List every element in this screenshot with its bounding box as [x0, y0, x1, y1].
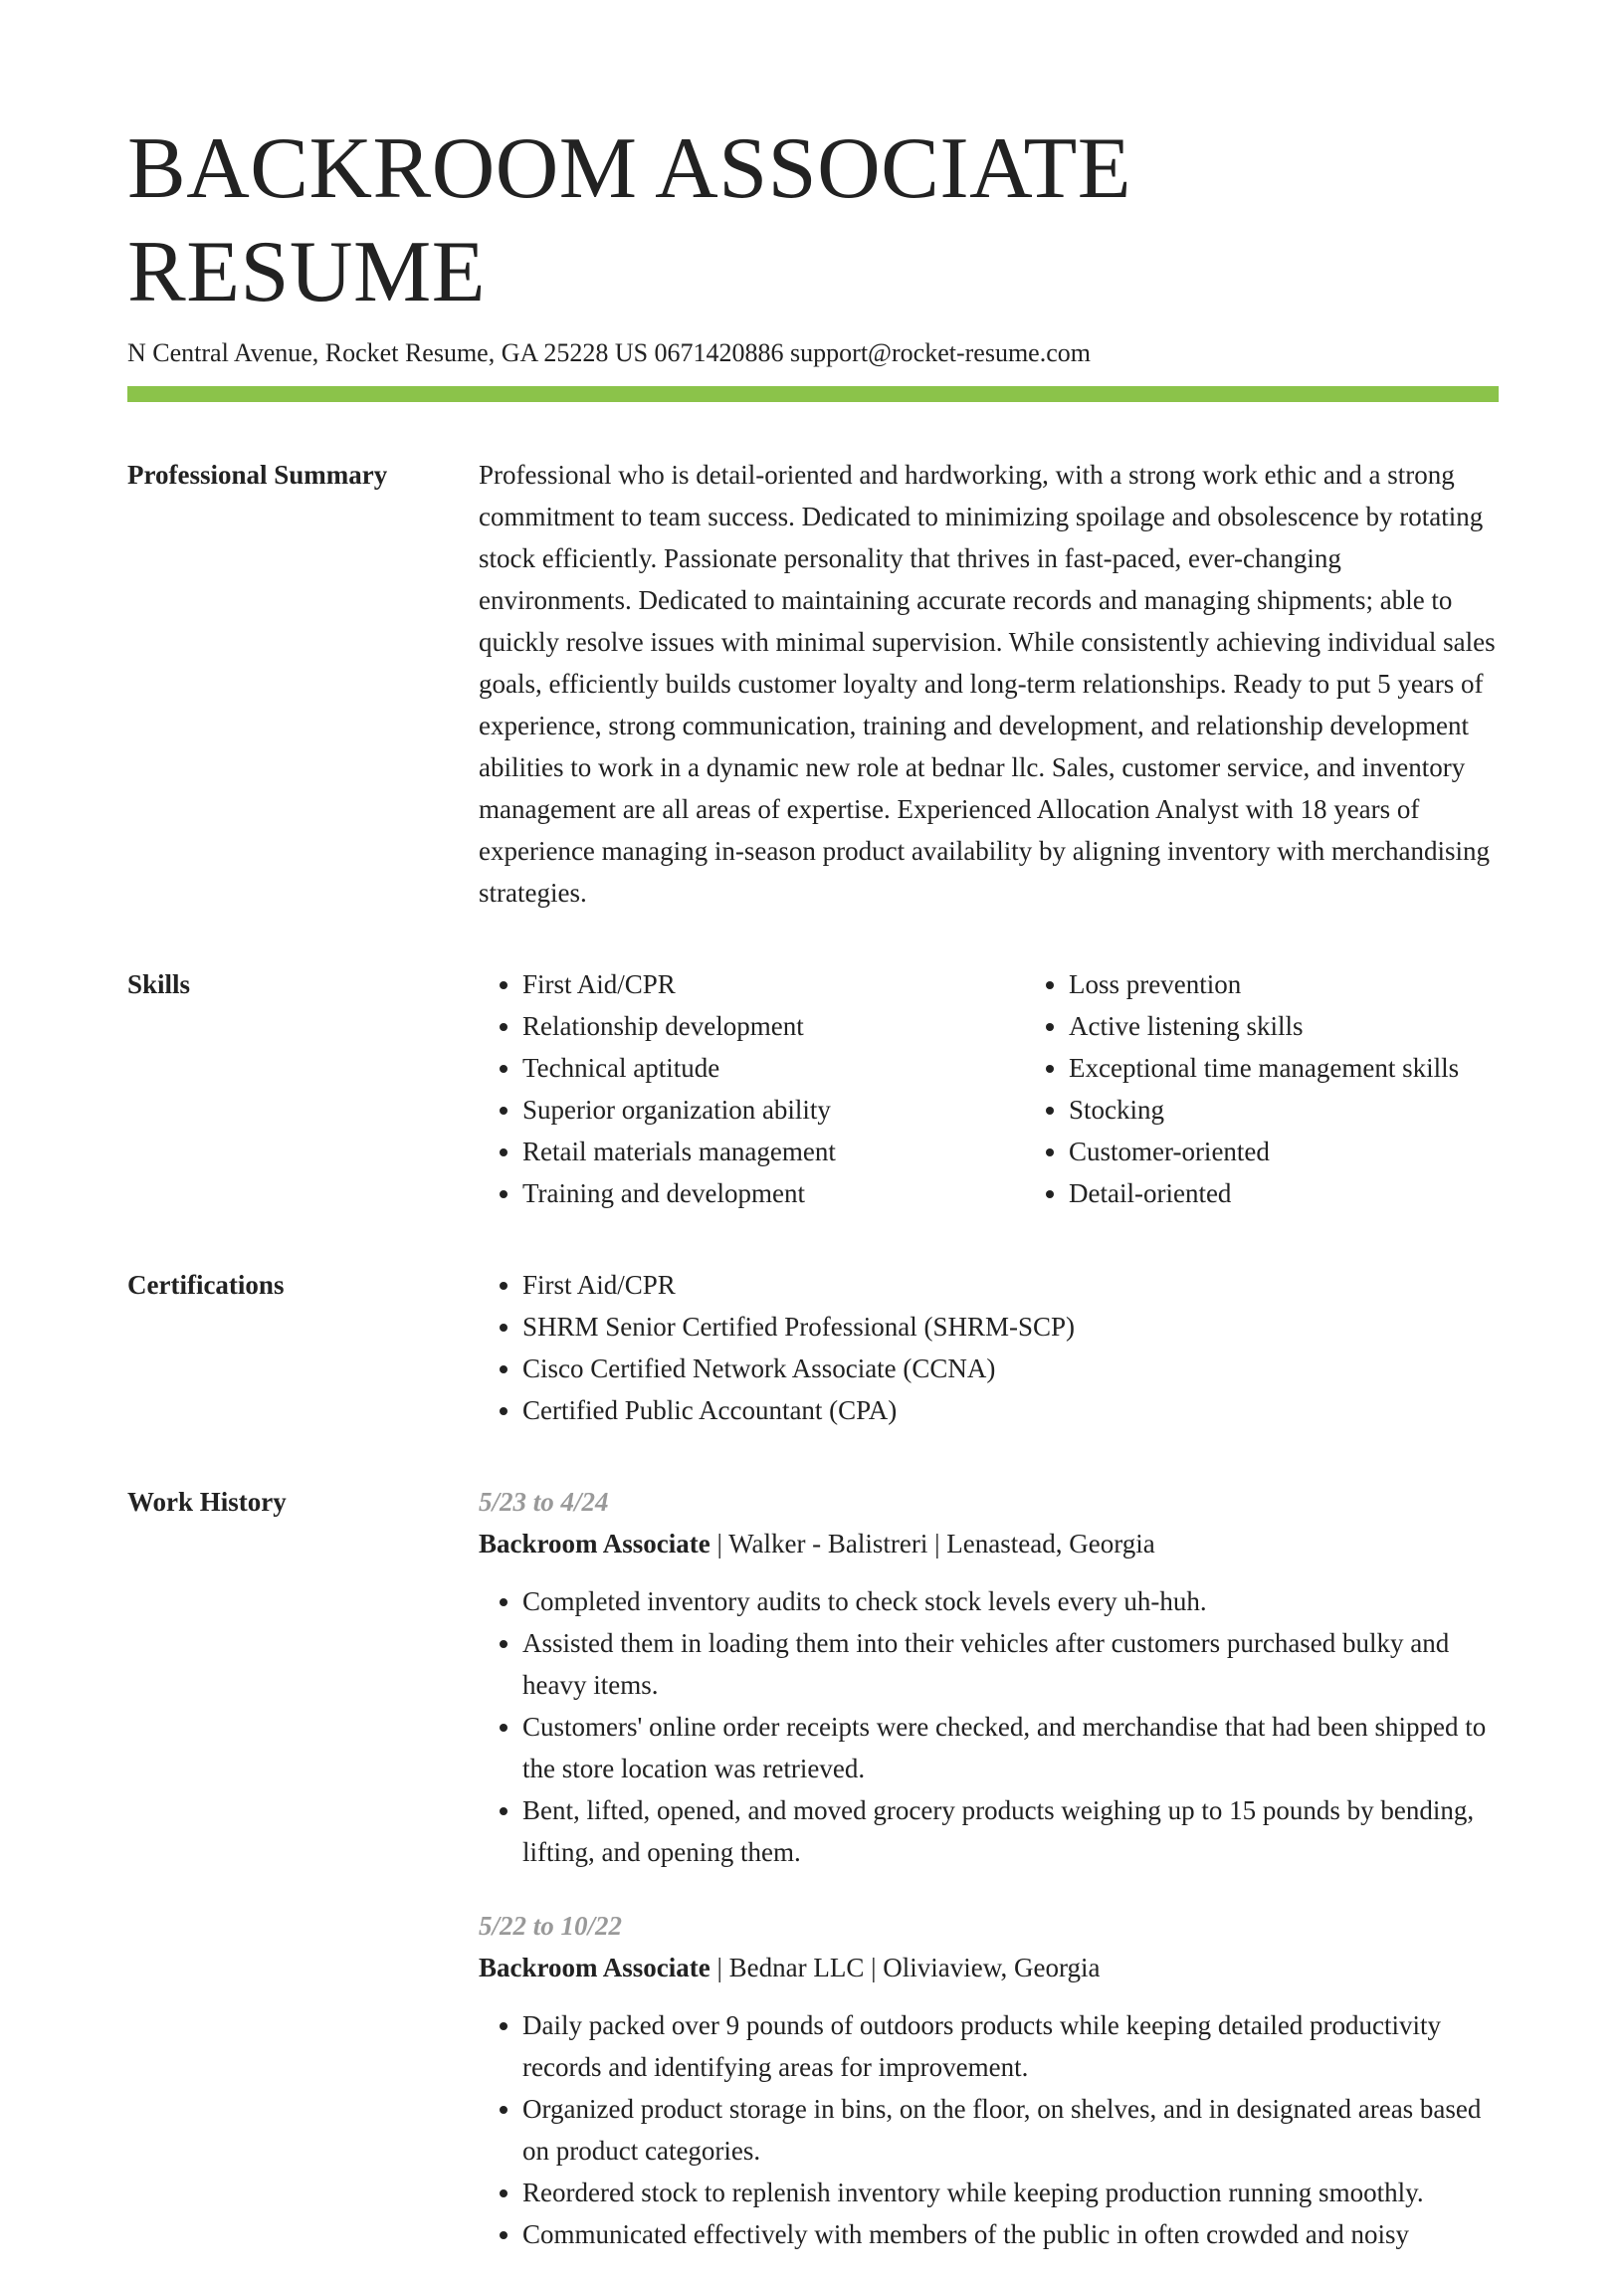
- skills-body: [479, 963, 1571, 1214]
- skill-item: • Superior organization ability: [522, 1089, 1025, 1131]
- skill-item: • Relationship development: [522, 1005, 1025, 1047]
- certification-item: • Certified Public Accountant (CPA): [522, 1389, 1499, 1431]
- job-duty: • Communicated effectively with members of the public in often crowded and noisy: [522, 2213, 1499, 2255]
- job-duty: • Assisted them in loading them into their vehicles after customers purchased bulky and heavy items.: [522, 1622, 1499, 1706]
- skill-item: • Customer-oriented: [1069, 1131, 1571, 1172]
- skill-item: • Technical aptitude: [522, 1047, 1025, 1089]
- job-duties-list: [479, 1580, 1499, 1873]
- contact-line: N Central Avenue, Rocket Resume, GA 25228 US 0671420886 support@rocket-resume.com: [127, 338, 1091, 367]
- summary-text: Professional who is detail-oriented and hardworking, with a strong work ethic and a strong commitment to team success. Dedicated to minimizing spoilage and obsolescence by rotating stock efficiently. Passionate personality that thrives in fast-paced, ever-changing environments. Dedicated to maintaining accurate records and managing shipments; able to quickly resolve issues with minimal supervision. While consistently achieving individual sales goals, efficiently builds customer loyalty and long-term relationships. Ready to put 5 years of experience, strong communication, training and development, and relationship development abilities to work in a dynamic new role at bednar llc. Sales, customer service, and inventory management are all areas of expertise. Experienced Allocation Analyst with 18 years of experience managing in-season product availability by aligning inventory with merchandising strategies.: [479, 460, 1496, 908]
- job-duty: • Reordered stock to replenish inventory while keeping production running smoothly.: [522, 2172, 1499, 2213]
- skills-list-right: [1025, 963, 1571, 1214]
- job-dates: 5/23 to 4/24: [479, 1487, 609, 1517]
- job-entry: [479, 1481, 1499, 1873]
- skill-item: • Retail materials management: [522, 1131, 1025, 1172]
- skill-item: • Exceptional time management skills: [1069, 1047, 1571, 1089]
- job-heading: [479, 1523, 1499, 1564]
- resume-page: [127, 117, 1499, 2287]
- job-duties-list: [479, 2004, 1499, 2255]
- resume-title: BACKROOM ASSOCIATE RESUME: [127, 120, 1131, 320]
- summary-body: [479, 454, 1499, 914]
- certification-item: • SHRM Senior Certified Professional (SHRM-SCP): [522, 1306, 1499, 1348]
- job-employer-location: | Bednar LLC | Oliviaview, Georgia: [710, 1953, 1101, 1982]
- section-label-certifications: Certifications: [127, 1270, 285, 1300]
- skills-list-left: [479, 963, 1025, 1214]
- work-history-body: [479, 1481, 1499, 2287]
- skill-item: • Detail-oriented: [1069, 1172, 1571, 1214]
- job-heading: [479, 1947, 1499, 1988]
- skill-item: • Loss prevention: [1069, 963, 1571, 1005]
- job-duty: • Customers' online order receipts were checked, and merchandise that had been shipped to the store location was retrieved.: [522, 1706, 1499, 1789]
- skill-item: • Training and development: [522, 1172, 1025, 1214]
- job-employer-location: | Walker - Balistreri | Lenastead, Georgia: [710, 1529, 1155, 1559]
- professional-summary-section: [127, 454, 1499, 914]
- accent-divider: [127, 386, 1499, 402]
- certifications-body: [479, 1264, 1499, 1431]
- certifications-section: [127, 1264, 1499, 1431]
- skill-item: • First Aid/CPR: [522, 963, 1025, 1005]
- job-duty: • Organized product storage in bins, on the floor, on shelves, and in designated areas based on product categories.: [522, 2088, 1499, 2172]
- job-duty: • Daily packed over 9 pounds of outdoors products while keeping detailed productivity records and identifying areas for improvement.: [522, 2004, 1499, 2088]
- skills-section: [127, 963, 1499, 1214]
- section-label-summary: Professional Summary: [127, 460, 388, 490]
- job-duty: • Bent, lifted, opened, and moved grocery products weighing up to 15 pounds by bending, lifting, and opening them.: [522, 1789, 1499, 1873]
- work-history-section: [127, 1481, 1499, 2287]
- certification-item: • Cisco Certified Network Associate (CCNA): [522, 1348, 1499, 1389]
- job-duty: • Completed inventory audits to check stock levels every uh-huh.: [522, 1580, 1499, 1622]
- certifications-list: [479, 1264, 1499, 1431]
- skill-item: • Stocking: [1069, 1089, 1571, 1131]
- job-title: Backroom Associate: [479, 1529, 710, 1559]
- section-label-skills: Skills: [127, 969, 191, 999]
- job-title: Backroom Associate: [479, 1953, 710, 1982]
- skill-item: • Active listening skills: [1069, 1005, 1571, 1047]
- certification-item: • First Aid/CPR: [522, 1264, 1499, 1306]
- job-entry: [479, 1905, 1499, 2255]
- section-label-work-history: Work History: [127, 1487, 287, 1517]
- job-dates: 5/22 to 10/22: [479, 1911, 623, 1941]
